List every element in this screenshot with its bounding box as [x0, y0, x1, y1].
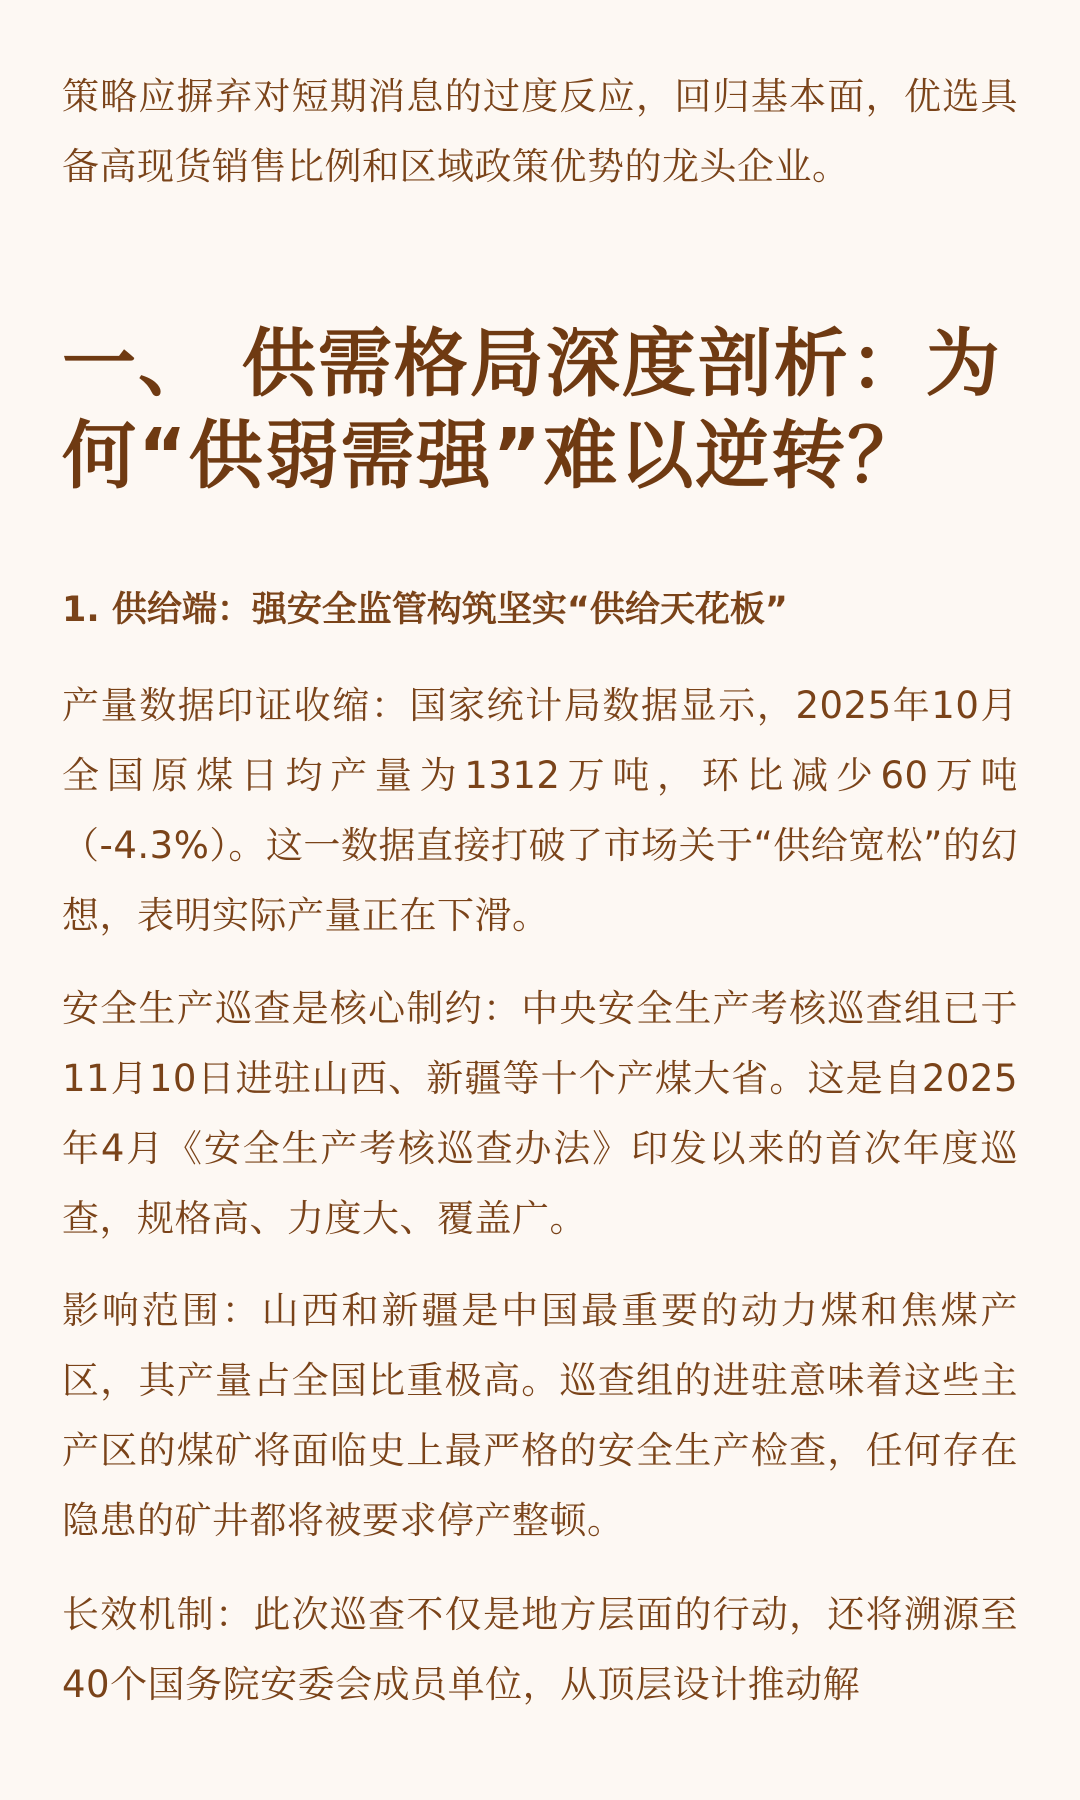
paragraph-impact-scope: 影响范围：山西和新疆是中国最重要的动力煤和焦煤产区，其产量占全国比重极高。巡查组的进驻意味着这些主产区的煤矿将面临史上最严格的安全生产检查，任何存在隐患的矿井都将被要求停产整顿。: [62, 1289, 1018, 1542]
section-heading: 一、 供需格局深度剖析：为何“供弱需强”难以逆转？: [62, 321, 1002, 499]
paragraph-long-term-mechanism: 长效机制：此次巡查不仅是地方层面的行动，还将溯源至40个国务院安委会成员单位，从顶层设计推动解: [62, 1593, 1018, 1706]
paragraph-production-data: 产量数据印证收缩：国家统计局数据显示，2025年10月全国原煤日均产量为1312万吨，环比减少60万吨（-4.3%）。这一数据直接打破了市场关于“供给宽松”的幻想，表明实际产量正在下滑。: [62, 684, 1018, 937]
subsection-heading: 1. 供给端：强安全监管构筑坚实“供给天花板”: [62, 590, 788, 630]
paragraph-safety-inspection: 安全生产巡查是核心制约：中央安全生产考核巡查组已于11月10日进驻山西、新疆等十个产煤大省。这是自2025年4月《安全生产考核巡查办法》印发以来的首次年度巡查，规格高、力度大、覆盖广。: [62, 987, 1018, 1240]
intro-paragraph: 策略应摒弃对短期消息的过度反应，回归基本面，优选具备高现货销售比例和区域政策优势的龙头企业。: [62, 75, 1018, 188]
